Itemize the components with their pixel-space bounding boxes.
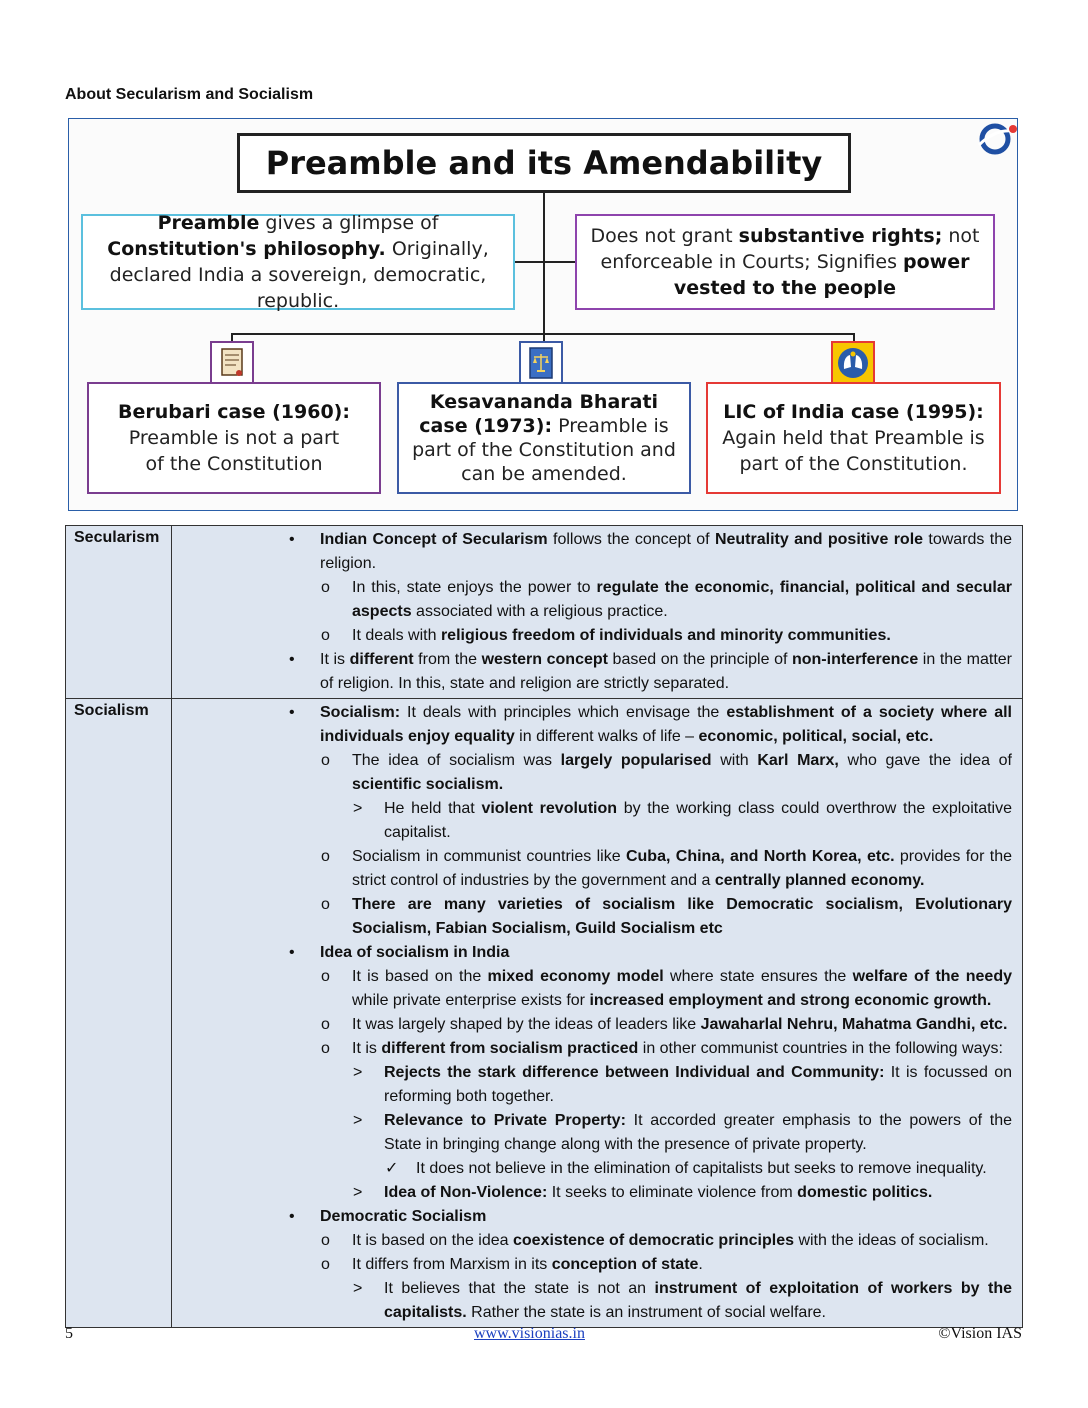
list-item <box>172 1157 1012 1181</box>
berubari-case-text: Berubari case (1960): Preamble is not a part of the Constitution <box>118 401 350 475</box>
substantive-rights-text: Does not grant substantive rights; not enforceable in Courts; Signifies power vested to the people <box>590 225 980 299</box>
list-item <box>172 1277 1012 1325</box>
list-item <box>172 941 1012 965</box>
bullet-marker: o <box>321 579 330 596</box>
bullet-marker: o <box>321 968 330 985</box>
copyright: ©Vision IAS <box>938 1325 1022 1342</box>
list-item-text: Rejects the stark difference between Individual and Community: It is focussed on reforming both together. <box>384 1064 1013 1105</box>
list-item-text: It is based on the idea coexistence of democratic principles with the ideas of socialism. <box>352 1232 989 1249</box>
list-item <box>172 648 1012 696</box>
list-item-text: Idea of socialism in India <box>320 944 510 961</box>
bullet-marker: • <box>289 1208 295 1225</box>
row-label: Socialism <box>66 699 172 1328</box>
list-item-text: It deals with religious freedom of individuals and minority communities. <box>352 627 891 644</box>
bullet-marker: > <box>353 1280 363 1297</box>
bullet-marker: o <box>321 1256 330 1273</box>
list-item-text: He held that violent revolution by the working class could overthrow the exploitative capitalist. <box>384 800 1013 841</box>
scroll-icon <box>210 341 254 385</box>
list-item-text: It is based on the mixed economy model where state ensures the welfare of the needy while private enterprise exists for increased employment and strong economic growth. <box>352 968 1012 1009</box>
substantive-rights-box <box>575 214 995 310</box>
kesavananda-case-box <box>397 382 691 494</box>
page-heading: About Secularism and Socialism <box>65 86 314 103</box>
list-item-text: It is different from socialism practiced in other communist countries in the following ways: <box>352 1040 1003 1057</box>
bullet-marker: o <box>321 896 330 913</box>
list-item-text: In this, state enjoys the power to regulate the economic, financial, political and secular aspects associated with a religious practice. <box>352 579 1012 620</box>
list-item <box>172 1061 1012 1109</box>
list-item-text: The idea of socialism was largely popularised with Karl Marx, who gave the idea of scientific socialism. <box>352 752 1013 793</box>
bullet-marker: o <box>321 848 330 865</box>
list-item-text: Indian Concept of Secularism follows the concept of Neutrality and positive role towards the religion. <box>320 531 1013 572</box>
list-item-text: It is different from the western concept based on the principle of non-interference in the matter of religion. In this, state and religion are strictly separated. <box>320 651 1013 692</box>
list-item <box>172 749 1012 797</box>
table-row <box>66 526 1023 699</box>
list-item-text: It does not believe in the elimination of capitalists but seeks to remove inequality. <box>416 1160 987 1177</box>
preamble-infographic <box>68 118 1018 511</box>
list-item <box>172 1013 1012 1037</box>
row-content <box>172 699 1023 1328</box>
bullet-marker: > <box>353 800 363 817</box>
vision-ias-logo-icon <box>973 119 1021 159</box>
bullet-marker: • <box>289 531 295 548</box>
concepts-table <box>65 525 1023 1328</box>
list-item <box>172 1229 1012 1253</box>
list-item <box>172 528 1012 576</box>
berubari-case-box <box>87 382 381 494</box>
list-item <box>172 1181 1012 1205</box>
list-item <box>172 701 1012 749</box>
infographic-title: Preamble and its Amendability <box>237 133 851 193</box>
list-item <box>172 576 1012 624</box>
bullet-marker: ✓ <box>385 1160 399 1177</box>
website-link[interactable]: www.visionias.in <box>474 1325 585 1342</box>
list-item-text: It believes that the state is not an instrument of exploitation of workers by the capitalists. Rather the state is an instrument of social welfare. <box>384 1280 1012 1321</box>
bullet-marker: > <box>353 1112 363 1129</box>
list-item <box>172 845 1012 893</box>
list-item <box>172 1109 1012 1157</box>
list-item-text: Idea of Non-Violence: It seeks to eliminate violence from domestic politics. <box>384 1184 933 1201</box>
bullet-marker: > <box>353 1064 363 1081</box>
list-item-text: Democratic Socialism <box>320 1208 487 1225</box>
list-item-text: Relevance to Private Property: It accorded greater emphasis to the powers of the State in bringing change along with the presence of private property. <box>384 1112 1013 1153</box>
list-item <box>172 797 1012 845</box>
bullet-marker: > <box>353 1184 363 1201</box>
bullet-marker: o <box>321 752 330 769</box>
bullet-marker: o <box>321 627 330 644</box>
connector-line <box>515 261 575 263</box>
preamble-philosophy-box <box>81 214 515 310</box>
connector-line <box>543 193 545 343</box>
list-item-text: Socialism: It deals with principles which envisage the establishment of a society where all individuals enjoy equality in different walks of life – economic, political, social, etc. <box>320 704 1013 745</box>
list-item-text: It differs from Marxism in its conception of state. <box>352 1256 703 1273</box>
bullet-marker: o <box>321 1040 330 1057</box>
bullet-marker: o <box>321 1016 330 1033</box>
bullet-marker: o <box>321 1232 330 1249</box>
list-item <box>172 1037 1012 1061</box>
lic-case-text: LIC of India case (1995): Again held that Preamble is part of the Constitution. <box>722 401 985 475</box>
list-item-text: It was largely shaped by the ideas of leaders like Jawaharlal Nehru, Mahatma Gandhi, etc. <box>352 1016 1008 1033</box>
page-number: 5 <box>65 1325 73 1342</box>
list-item-text: Socialism in communist countries like Cuba, China, and North Korea, etc. provides for the strict control of industries by the government and a centrally planned economy. <box>352 848 1012 889</box>
list-item <box>172 624 1012 648</box>
list-item-text: There are many varieties of socialism like Democratic socialism, Evolutionary Socialism, Fabian Socialism, Guild Socialism etc <box>352 896 1012 937</box>
row-label: Secularism <box>66 526 172 699</box>
website-link-wrap <box>474 1325 585 1343</box>
kesavananda-case-text: Kesavananda Bharati case (1973): Preamble is part of the Constitution and can be amended. <box>412 391 676 485</box>
list-item <box>172 1205 1012 1229</box>
table-row <box>66 699 1023 1328</box>
lic-case-box <box>706 382 1001 494</box>
bullet-marker: • <box>289 704 295 721</box>
bullet-marker: • <box>289 944 295 961</box>
law-book-icon <box>519 341 563 385</box>
connector-line <box>231 333 855 335</box>
row-content <box>172 526 1023 699</box>
lic-logo-icon <box>831 341 875 385</box>
list-item <box>172 965 1012 1013</box>
list-item <box>172 893 1012 941</box>
bullet-marker: • <box>289 651 295 668</box>
preamble-philosophy-text: Preamble gives a glimpse of Constitution's philosophy. Originally, declared India a sovereign, democratic, republic. <box>107 212 489 312</box>
list-item <box>172 1253 1012 1277</box>
